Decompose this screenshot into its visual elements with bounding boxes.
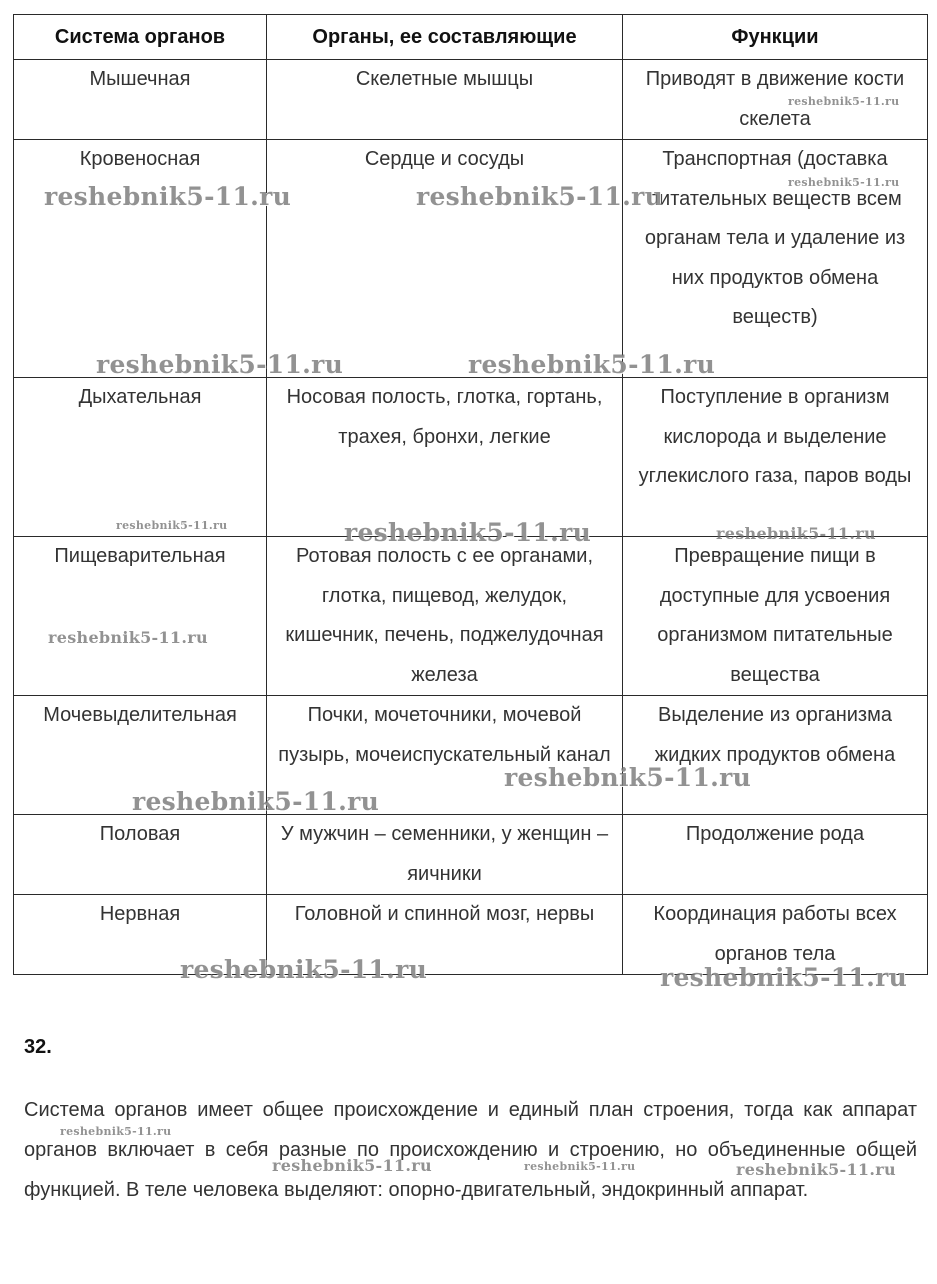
cell-organs: Головной и спинной мозг, нервы bbox=[267, 895, 623, 975]
cell-organs: Почки, мочеточники, мочевой пузырь, мочеиспускательный канал bbox=[267, 696, 623, 815]
table-row bbox=[14, 60, 928, 140]
watermark: reshebnik5-11.ru bbox=[60, 1125, 172, 1138]
watermark: reshebnik5-11.ru bbox=[660, 963, 908, 992]
watermark: reshebnik5-11.ru bbox=[788, 95, 900, 108]
cell-functions: Превращение пищи в доступные для усвоения организмом питательные вещества bbox=[623, 537, 928, 696]
cell-organs: Скелетные мышцы bbox=[267, 60, 623, 140]
cell-system: Дыхательная bbox=[14, 378, 267, 537]
table-row bbox=[14, 378, 928, 537]
cell-functions: Транспортная (доставка питательных веществ всем органам тела и удаление из них продуктов обмена веществ) bbox=[623, 140, 928, 378]
question-number: 32. bbox=[24, 1036, 52, 1058]
header-organs: Органы, ее составляющие bbox=[267, 15, 623, 60]
cell-organs: Носовая полость, глотка, гортань, трахея, бронхи, легкие bbox=[267, 378, 623, 537]
cell-system: Мочевыделительная bbox=[14, 696, 267, 815]
cell-system: Пищеварительная bbox=[14, 537, 267, 696]
watermark: reshebnik5-11.ru bbox=[524, 1160, 636, 1173]
table-header-row bbox=[14, 15, 928, 60]
cell-functions: Поступление в организм кислорода и выделение углекислого газа, паров воды bbox=[623, 378, 928, 537]
watermark: reshebnik5-11.ru bbox=[468, 350, 716, 379]
watermark: reshebnik5-11.ru bbox=[788, 176, 900, 189]
watermark: reshebnik5-11.ru bbox=[48, 628, 208, 647]
cell-system: Половая bbox=[14, 815, 267, 895]
watermark: reshebnik5-11.ru bbox=[96, 350, 344, 379]
cell-system: Мышечная bbox=[14, 60, 267, 140]
watermark: reshebnik5-11.ru bbox=[44, 182, 292, 211]
table-row bbox=[14, 696, 928, 815]
cell-functions: Координация работы всех органов тела bbox=[623, 895, 928, 975]
table-row bbox=[14, 140, 928, 378]
answer-paragraph: Система органов имеет общее происхождение и единый план строения, тогда как аппарат органов включает в себя разные по происхождению и строению, но объединенные общей функцией. В теле человека выделяют: опорно-двигательный, эндокринный аппарат. bbox=[24, 1099, 917, 1201]
cell-organs: У мужчин – семенники, у женщин – яичники bbox=[267, 815, 623, 895]
watermark: reshebnik5-11.ru bbox=[736, 1160, 896, 1179]
header-functions: Функции bbox=[623, 15, 928, 60]
cell-system: Нервная bbox=[14, 895, 267, 975]
cell-organs: Ротовая полость с ее органами, глотка, пищевод, желудок, кишечник, печень, поджелудочная железа bbox=[267, 537, 623, 696]
table-row bbox=[14, 815, 928, 895]
watermark: reshebnik5-11.ru bbox=[716, 524, 876, 543]
watermark: reshebnik5-11.ru bbox=[132, 787, 380, 816]
cell-system: Кровеносная bbox=[14, 140, 267, 378]
cell-functions: Продолжение рода bbox=[623, 815, 928, 895]
watermark: reshebnik5-11.ru bbox=[272, 1156, 432, 1175]
watermark: reshebnik5-11.ru bbox=[504, 763, 752, 792]
watermark: reshebnik5-11.ru bbox=[180, 955, 428, 984]
cell-organs: Сердце и сосуды bbox=[267, 140, 623, 378]
header-system: Система органов bbox=[14, 15, 267, 60]
watermark: reshebnik5-11.ru bbox=[344, 518, 592, 547]
organ-systems-table bbox=[13, 14, 928, 975]
watermark: reshebnik5-11.ru bbox=[416, 182, 664, 211]
table-row bbox=[14, 895, 928, 975]
cell-functions: Приводят в движение кости скелета bbox=[623, 60, 928, 140]
watermark: reshebnik5-11.ru bbox=[116, 519, 228, 532]
table-row bbox=[14, 537, 928, 696]
cell-functions: Выделение из организма жидких продуктов обмена bbox=[623, 696, 928, 815]
